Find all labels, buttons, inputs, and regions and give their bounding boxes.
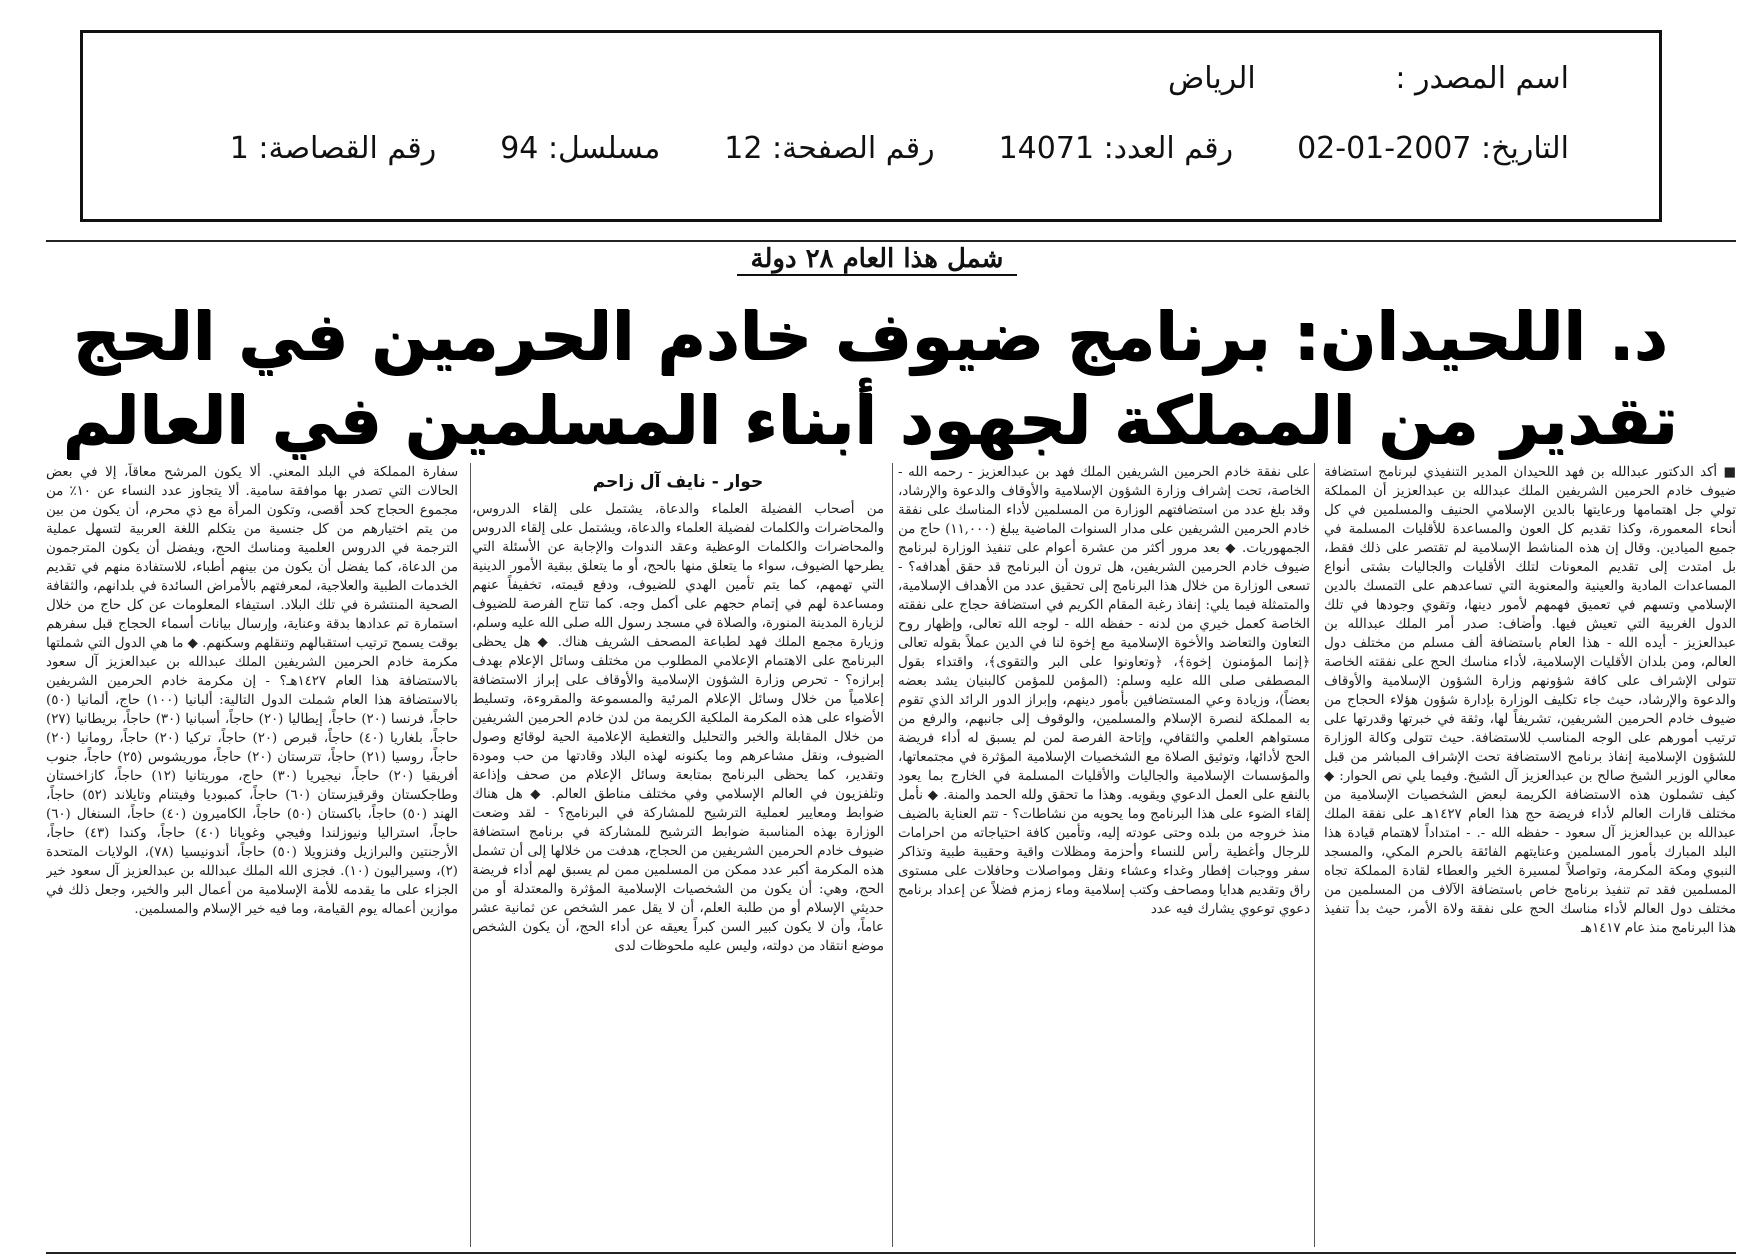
headline-line-2: تقدير من المملكة لجهود أبناء المسلمين في العالم: [62, 382, 1678, 459]
page-value: 12: [724, 131, 763, 166]
source-line: [1168, 61, 1569, 96]
column-divider: [470, 463, 471, 1247]
column-1: [1324, 463, 1736, 1253]
column-2-text: على نفقة خادم الحرمين الشريفين الملك فهد بن عبدالعزيز - رحمه الله - الخاصة، تحت إشراف وزارة الشؤون الإسلامية والأوقاف والدعوة والإرشاد، وقد بلغ عدد من استضافتهم الوزارة من المسلمين لأداء المناسك على نفقة خادم الحرمين الشريفين على مدار السنوات الماضية يبلغ (١١,٠٠٠) حاج من الجمهوريات. ◆ بعد مرور أكثر من عشرة أعوام على تنفيذ الوزارة لبرنامج ضيوف خادم الحرمين الشريفين، هل ترون أن البرنامج قد حقق أهدافه؟ - تسعى الوزارة من خلال هذا البرنامج إلى تحقيق عدد من الأهداف الإسلامية، والمتمثلة فيما يلي: إنفاذ رغبة المقام الكريم في استضافة حجاج على نفقته الخاصة كعمل خيري من لدنه - حفظه الله - لوجه الله تعالى، وإظهار روح التعاون والتعاضد والأخوة الإسلامية مع إخوة لنا في الدين عملاً بقوله تعالى ﴿إنما المؤمنون إخوة﴾، ﴿وتعاونوا على البر والتقوى﴾، واقتداء بقول المصطفى صلى الله عليه وسلم: (المؤمن للمؤمن كالبنيان يشد بعضه بعضاً)، وزيادة وعي المستضافين بأمور دينهم، وإبراز الدور الرائد الذي تقوم به المملكة لنصرة الإسلام والمسلمين، والوقوف إلى جانبهم، والرفع من مستواهم العلمي والثقافي، وإتاحة الفرصة لمن لم يسبق له أداء فريضة الحج لأدائها، وتوثيق الصلاة مع الشخصيات الإسلامية المؤثرة في مجتمعاتها، والمؤسسات الإسلامية والجاليات والأقليات المسلمة في الخارج بما يعود بالنفع على العمل الدعوي ويقويه. وهذا ما تحقق ولله الحمد والمنة. ◆ نأمل إلقاء الضوء على هذا البرنامج وما يحويه من نشاطات؟ - تتم العناية بالضيف منذ خروجه من بلده وحتى عودته إليه، وتأمين كافة احتياجاته من احرامات للرجال وأغطية رأس للنساء وأحزمة ومظلات واقية وحقيبة طبية وتذاكر سفر ووجبات إفطار وغداء وعشاء ونقل ومواصلات وحافلات على مستوى راق وتقديم هدايا ومصاحف وكتب إسلامية وماء زمزم فضلاً عن إعداد برنامج دعوي توعوي يشارك فيه عدد: [898, 465, 1310, 917]
serial-label: مسلسل:: [547, 131, 661, 166]
column-1-text: ■ أكد الدكتور عبدالله بن فهد اللحيدان المدير التنفيذي لبرنامج استضافة ضيوف خادم الحرمين الشريفين الملك عبدالله بن عبدالعزيز أن المملكة تولي جل اهتمامها ورعايتها بالدين الإسلامي الحنيف والمسلمين في كل أنحاء المعمورة، وكذا تقديم كل العون والمساعدة للأقليات المسلمة في جميع الميادين. وقال إن هذه المناشط الإسلامية لم تقتصر على ذلك فقط، بل امتدت إلى تقديم المعونات لتلك الأقليات والجاليات بشتى أنواع المساعدات المادية والعينية والمعنوية التي تساعدهم على التمسك بالدين الإسلامي وتسهم في تعميق فهمهم لأمور دينها، وتقوي وجودها في تلك الدول الغربية التي تعيش فيها. وأضاف: صدر أمر الملك عبدالله بن عبدالعزيز - أيده الله - هذا العام باستضافة ألف مسلم من مختلف دول العالم، ومن بلدان الأقليات الإسلامية، لأداء مناسك الحج على نفقته الخاصة تتولى الإشراف على كافة شؤونهم وزارة الشؤون الإسلامية والأوقاف والدعوة والإرشاد، حيث جاء تكليف الوزارة بإدارة شؤون هؤلاء الحجاج من ضيوف خادم الحرمين الشريفين، تشريفاً لها، وثقة في خبرتها وقدرتها على ترتيب أمورهم على الوجه المناسب للاستضافة. حيث تتولى وكالة الوزارة للشؤون الإسلامية إنفاذ برنامج الاستضافة تحت الإشراف المباشر من قبل معالي الوزير الشيخ صالح بن عبدالعزيز آل الشيخ. وفيما يلي نص الحوار: ◆ كيف تشملون هذه الاستضافة الكريمة لبعض الشخصيات الإسلامية من مختلف قارات العالم لأداء فريضة حج هذا العام ١٤٢٧هـ على نفقة الملك عبدالله بن عبدالعزيز آل سعود - حفظه الله -. - امتداداً لاهتمام قيادة هذا البلد المبارك بأمور المسلمين وعنايتهم الفائقة بالحرم المكي، والمسجد النبوي ومكة المكرمة، وتواصلاً لمسيرة الخير والعطاء لقادة المملكة تجاه المسلمين فقد تم تنفيذ برنامج خاص باستضافة الآلاف من المسلمين من مختلف دول العالم لأداء مناسك الحج على نفقة ولاة الأمر، حيث بدأ تنفيذ هذا البرنامج منذ عام ١٤١٧هـ: [1324, 465, 1736, 936]
date-label: التاريخ:: [1481, 131, 1569, 166]
date-value: 2007-01-02: [1297, 131, 1472, 166]
details-line: [166, 131, 1569, 166]
headline-line-1: د. اللحيدان: برنامج ضيوف خادم الحرمين في الحج: [72, 298, 1668, 375]
article-kicker: [0, 244, 1754, 274]
column-3-text: من أصحاب الفضيلة العلماء والدعاة، يشتمل على إلقاء الدروس، والمحاضرات والكلمات لفضيلة العلماء والدعاة، ويشتمل على إلقاء الدروس والمحاضرات والكلمات الوعظية وعقد الندوات والإجابة عن الأسئلة التي يطرحها الضيوف، سواء ما يتعلق منها بالحج، أو ما يتعلق ببقية الأمور الدينية التي تهمهم، كما يتم تأمين الهدي للضيوف، ودفع قيمته، تخفيفاً عنهم ومساعدة لهم في إتمام حجهم على أكمل وجه. كما تتاح الفرصة للضيوف لزيارة المدينة المنورة، والصلاة في مسجد رسول الله صلى الله عليه وسلم، وزيارة مجمع الملك فهد لطباعة المصحف الشريف هناك. ◆ هل يحظى البرنامج على الاهتمام الإعلامي المطلوب من مختلف وسائل الإعلام بهدف إبرازه؟ - تحرص وزارة الشؤون الإسلامية والأوقاف على إبراز الاستضافة إعلامياً من خلال وسائل الإعلام المرئية والمسموعة والمقروءة، وتسليط الأضواء على هذه المكرمة الملكية الكريمة من لدن خادم الحرمين الشريفين من خلال المقابلة والخبر والتحليل والتغطية الإعلامية الحية لوقائع وصول الضيوف، ونقل مشاعرهم وما يكنونه لهذه البلاد وقادتها من حب ومودة وتقدير، كما يحظى البرنامج بمتابعة وسائل الإعلام من صحف وإذاعة وتلفزيون في العالم الإسلامي وفي مختلف مناطق العالم. ◆ هل هناك ضوابط ومعايير لعملية الترشيح للمشاركة في البرنامج؟ - لقد وضعت الوزارة بهذه المناسبة ضوابط الترشيح للمشاركة في برنامج استضافة ضيوف خادم الحرمين الشريفين من الحجاج، هدفت من خلالها إلى أن تشمل هذه المكرمة أكبر عدد ممكن من المسلمين ممن لم يسبق لهم أداء فريضة الحج، وهي: أن يكون من الشخصيات الإسلامية المؤثرة والمعتدلة أو من حديثي الإسلام أو من طلبة العلم، أن لا يقل عمر الشخص عن ثمانية عشر عاماً، وأن لا يكون كبير السن كبراً يعيقه عن أداء الحج، أن يكون الشخص موضع انتقاد من دولته، وليس عليه ملحوظات لدى: [472, 502, 884, 954]
column-divider: [892, 463, 893, 1247]
page-label: رقم الصفحة:: [772, 131, 935, 166]
column-3: [472, 463, 884, 1253]
issue-item: [999, 131, 1233, 166]
clipping-label: رقم القصاصة:: [258, 131, 437, 166]
article-body: [46, 463, 1736, 1253]
byline: حوار - نايف آل زاحم: [592, 472, 764, 492]
clipping-value: 1: [229, 131, 249, 166]
kicker-text: شمل هذا العام ٢٨ دولة: [737, 244, 1018, 276]
column-4-text: سفارة المملكة في البلد المعني. ألا يكون المرشح معاقاً، إلا في بعض الحالات التي تصدر بها موافقة سامية. ألا يتجاوز عدد النساء عن ١٠٪ من مجموع الحجاج كحد أقصى، وتكون المرأة مع ذي محرم، أن يكون من بين من يتم اختيارهم من كل جنسية من يتكلم اللغة العربية لتسهل عملية الترجمة في الدروس العلمية ومناسك الحج، ويفضل أن يكون المترجمون من الدعاة، كما يفضل أن يكون من بينهم أطباء، للاستفادة منهم في تقديم الخدمات الطبية والعلاجية، لمعرفتهم بالأمراض السائدة في بلدانهم، والثقافة الصحية المنتشرة في تلك البلاد. استيفاء المعلومات عن كل حاج من خلال استمارة تم عدادها بدقة وعناية، وإرسال بيانات أسماء الحجاج قبل سفرهم بوقت يسمح ترتيب استقبالهم وتنقلهم وسكنهم. ◆ ما هي الدول التي شملتها مكرمة خادم الحرمين الشريفين الملك عبدالله بن عبدالعزيز آل سعود بالاستضافة هذا العام ١٤٢٧هـ؟ - إن مكرمة خادم الحرمين الشريفين بالاستضافة هذا العام شملت الدول التالية: ألبانيا (١٠٠) حاج، ألمانيا (٥٠) حاجاً، فرنسا (٢٠) حاجاً، إيطاليا (٢٠) حاجاً، أسبانيا (٣٠) حاجاً، بريطانيا (٢٧) حاجاً، بلغاريا (٤٠) حاجاً، قبرص (٢٠) حاجاً، تركيا (٢٠) حاجاً، رومانيا (٢٠) حاجاً، روسيا (٢١) حاجاً، تترستان (٢٠) حاجاً، موريشوس (٢٥) حاجاً، جنوب أفريقيا (٢٠) حاجاً، نيجيريا (٣٠) حاج، موريتانيا (١٢) حاجاً، كازاخستان وطاجكستان وقرقيزستان (٦٠) حاجاً، كمبوديا وفيتنام وتايلاند (٥٢) حاجاً، الهند (٥٠) حاجاً، باكستان (٥٠) حاجاً، الكاميرون (٤٠) حاجاً، السنغال (٦٠) حاجاً، استراليا ونيوزلندا وفيجي وغويانا (٤٠) حاجاً، وكندا (٤٣) حاجاً، الأرجنتين والبرازيل وفنزويلا (٥٠) حاجاً، أندونيسيا (٧٨)، الولايات المتحدة (٢)، وسيراليون (١٠). فجزى الله الملك عبدالله بن عبدالعزيز آل سعود خير الجزاء على ما يقدمه للأمة الإسلامية من أعمال البر والخير، وجعل ذلك في موازين أعماله يوم القيامة، وما فيه خير الإسلام والمسلمين.: [46, 465, 458, 917]
serial-item: [500, 131, 660, 166]
column-4: [46, 463, 458, 1253]
issue-value: 14071: [998, 131, 1095, 166]
bottom-rule: [46, 1252, 1736, 1254]
serial-value: 94: [500, 131, 539, 166]
source-value: الرياض: [1167, 61, 1256, 96]
column-divider: [1314, 463, 1315, 1247]
top-rule: [46, 240, 1736, 242]
clipping-item: [230, 131, 436, 166]
source-label: اسم المصدر :: [1395, 61, 1569, 96]
page-item: [724, 131, 934, 166]
issue-label: رقم العدد:: [1103, 131, 1234, 166]
source-metadata-box: [80, 30, 1662, 222]
date-item: [1297, 131, 1569, 166]
column-2: [898, 463, 1310, 1253]
